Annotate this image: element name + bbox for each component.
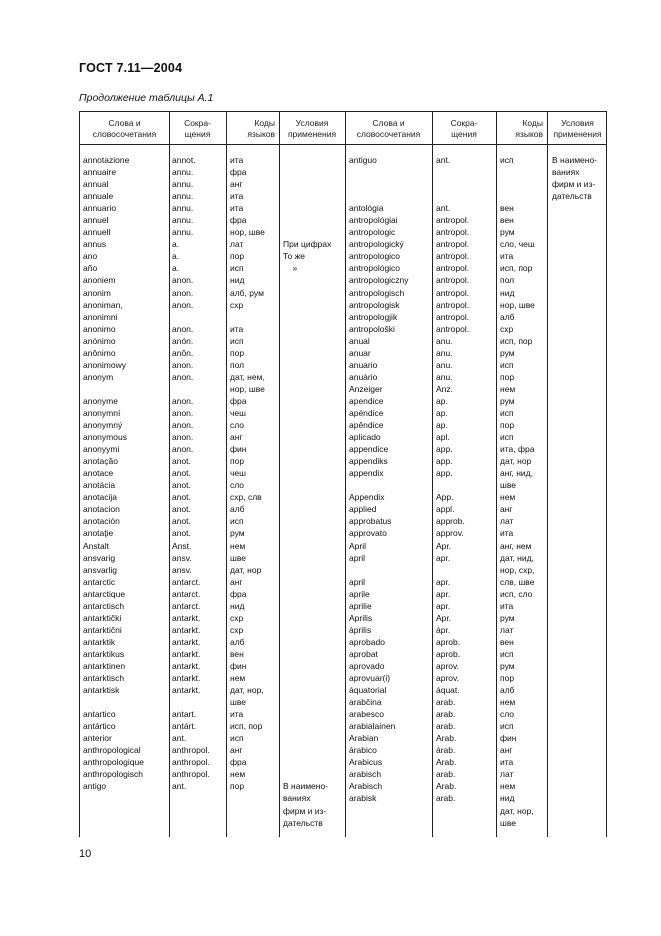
header-abbr-left: Сокра- щения — [184, 118, 211, 139]
header-conditions-left: Условия применения — [287, 118, 337, 139]
column-divider — [279, 112, 280, 837]
dictionary-table — [79, 111, 607, 837]
column-divider — [547, 112, 548, 837]
header-abbr-right: Сокра- щения — [450, 118, 478, 139]
column-divider — [169, 112, 170, 837]
column-abbr-left: annot. annu. annu. annu. annu. annu. annu. a. a. a. anon. anon. anon. anon. anón. anôn. anon. anon. anon. anon. anon. anon. anon. anot. anot. anot. anot. anot. anot. anot. Anst. ansv. ansv. antarct. antarct. antarct. antarkt. antarkt. antarkt. antarkt. antarkt. antarkt. antarkt. antart. antárt. ant. anthropol. anthropol. anthropol. ant. — [172, 155, 210, 792]
column-codes-left: ита фра анг ита ита фра нор, шве лат пор исп нид алб, рум схр ита исп пор пол дат, нем, нор, шве фра чеш сло анг фин пор чеш сло схр, слв алб исп рум нем шве дат, нор анг фра нид схр схр алб вен фин нем дат, нор, шве ита исп, пор исп анг фра нем пор — [230, 155, 265, 792]
header-divider — [80, 144, 606, 145]
column-abbr-right: ant. ant. antropol. antropol. antropol. antropol. antropol. antropol. antropol. antropol. antropol. antropol. anu. anu. anu. anu. Anz. ap. ap. ap. apl. app. app. app. App. appl. approb. approv. Apr. apr. apr. apr. apr. Apr. ápr. aprob. aprob. aprov. aprov. áquat. arab. arab. arab. Arab. árab. Arab. arab. Arab. arab. — [436, 155, 470, 804]
column-codes-right: исп вен вен рум сло, чеш ита исп, пор пол нид нор, шве алб схр исп, пор рум исп пор нем рум исп пор исп ита, фра дат, нор анг, нид, шве нем анг лат ита анг, нем дат, нид, нор, схр, слв, шве исп, сло ита рум лат вен исп рум пор алб нем сло исп фин анг ита лат нем нид дат, нор, шве — [500, 155, 535, 828]
table-caption: Продолжение таблицы А.1 — [79, 92, 214, 104]
page-number: 10 — [79, 848, 92, 860]
column-divider — [496, 112, 497, 837]
column-divider — [226, 112, 227, 837]
header-conditions-right: Условия применения — [553, 118, 602, 139]
header-words-right: Слова и словосочетания — [356, 118, 421, 139]
column-divider — [345, 112, 346, 837]
column-conditions-right: В наимено- ваниях фирм и из- дательств — [552, 155, 598, 202]
header-codes-right: Коды языков — [515, 118, 543, 139]
header-words-left: Слова и словосочетания — [92, 118, 157, 139]
header-codes-left: Коды языков — [247, 118, 275, 139]
document-header: ГОСТ 7.11—2004 — [79, 61, 183, 75]
column-words-right: antiguo antológia antropológiai antropologic antropologický antropologico antropológico antropologiczny antropologisch antropologisk antropologjik antropološki anual anuar anuario anuário Anzeiger apendice apéndice apêndice aplicado appendice appendiks appendix Appendix applied approbatus approvato April april april aprile aprilie Aprilis április aprobado aprobat aprovado aprovuar(i) áquatorial arabčina arabesco arabialainen Arabian árabico Arabicus arabisch Arabisch arabisk — [349, 155, 409, 804]
column-divider — [432, 112, 433, 837]
column-conditions-left: При цифрах То же » В наимено- ваниях фирм и из- дательств — [283, 239, 332, 828]
column-words-left: annotazione annuaire annual annuale annuario annuel annuell annus ano año anoniem anonim anoniman, anonimni anonimo anónimo anônimo anonimowy anonym anonyme anonymní anonymný anonymous anonyymi anotação anotace anotácia anotacija anotacion anotación anotaţie Anstalt ansvarig ansvarlig antarctic antarctique antarctisch antarktički antarktični antarktik antarktikus antarktinen antarktisch antarktisk antartico antártico anterior anthropological anthropologique anthropologisch antigo — [83, 155, 144, 792]
